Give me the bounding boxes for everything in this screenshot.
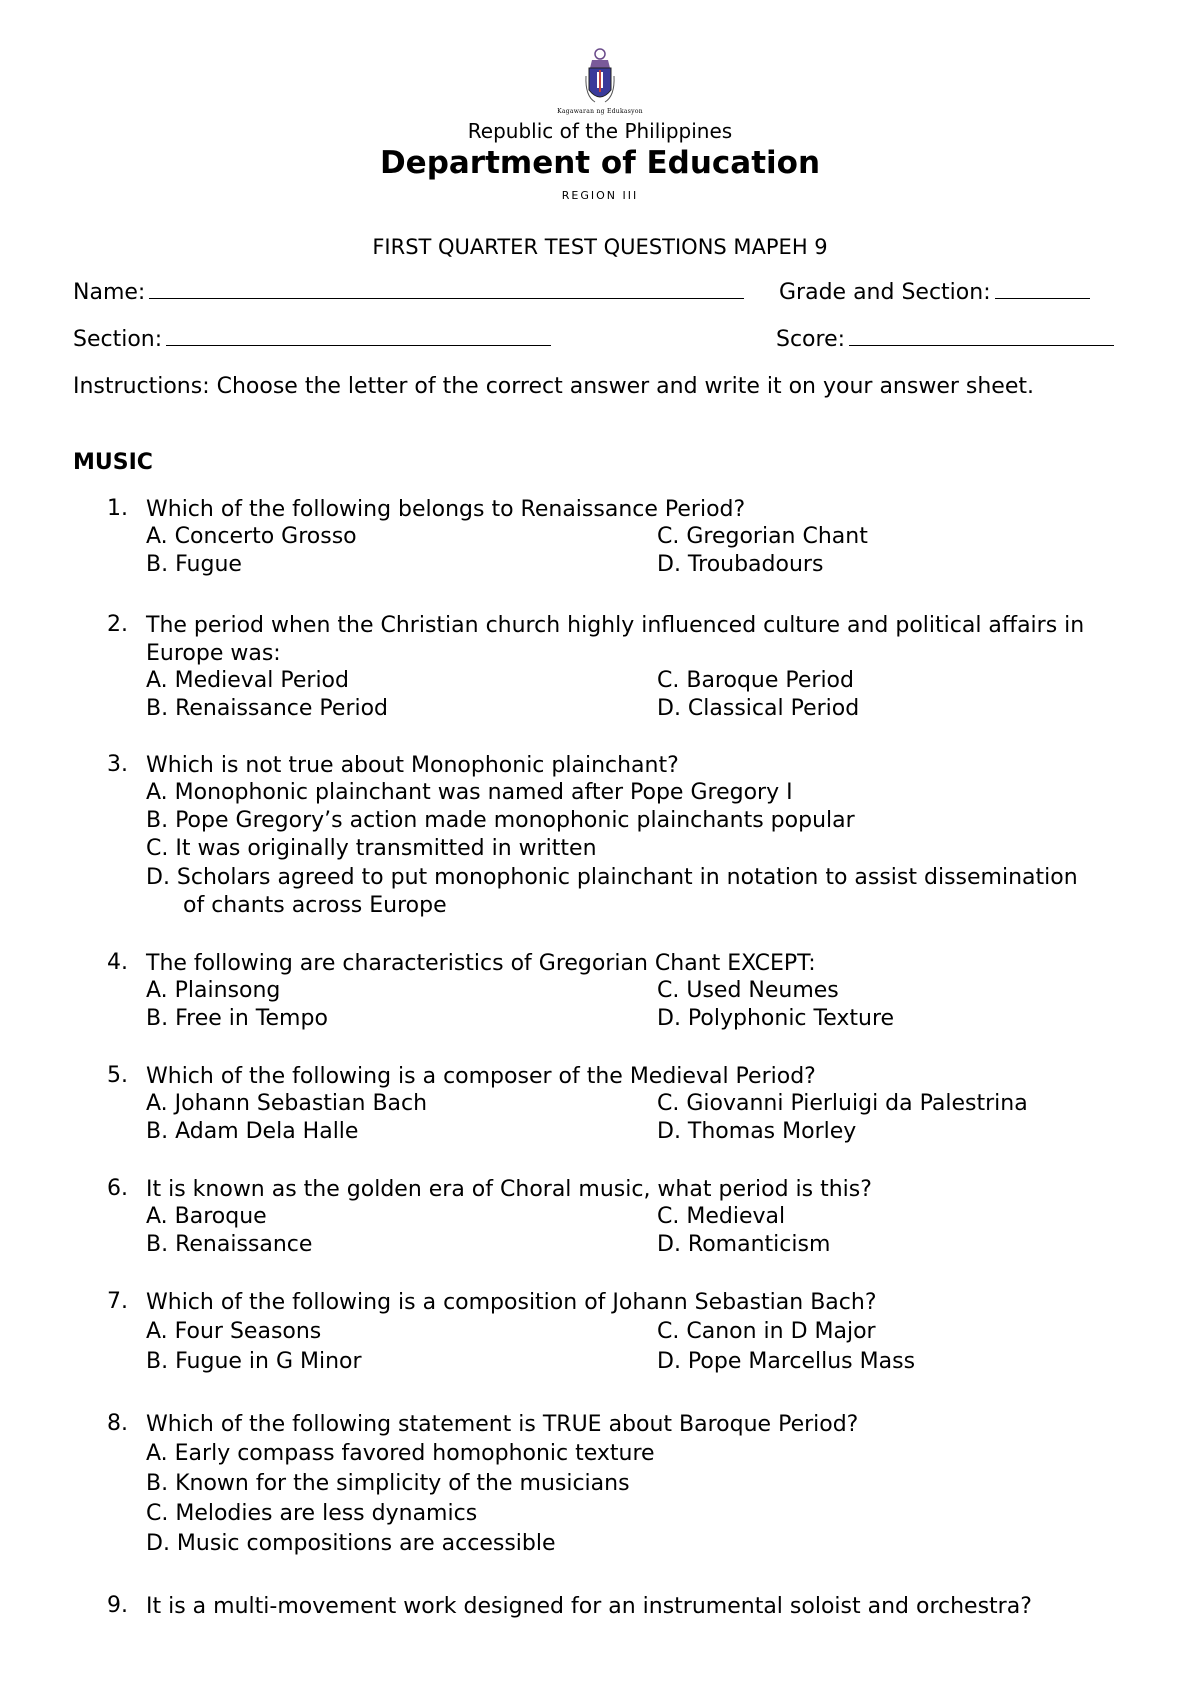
option-a[interactable]: A. Medieval Period [146,668,349,693]
section-field[interactable] [73,325,551,352]
option-d[interactable]: D. Troubadours [657,552,824,577]
option-a[interactable]: A. Concerto Grosso [146,524,357,549]
option-b[interactable]: B. Free in Tempo [146,1006,328,1031]
question-text: It is a multi-movement work designed for an instrumental soloist and orchestra? [146,1594,1032,1619]
name-label: Name: [73,280,146,305]
question-number: 9. [107,1593,128,1618]
option-b[interactable]: B. Renaissance Period [146,696,389,721]
option-a[interactable]: A. Four Seasons [146,1319,322,1344]
option-c[interactable]: C. Giovanni Pierluigi da Palestrina [657,1091,1028,1116]
score-blank[interactable] [849,325,1114,346]
score-field[interactable] [776,325,1114,352]
option-b[interactable]: B. Pope Gregory’s action made monophonic plainchants popular [146,808,855,833]
question-number: 4. [107,950,128,975]
option-d[interactable]: D. Music compositions are accessible [146,1531,556,1556]
grade-section-blank[interactable] [995,278,1090,299]
option-c[interactable]: C. Canon in D Major [657,1319,876,1344]
question-number: 6. [107,1176,128,1201]
seal-caption: Kagawaran ng Edukasyon [557,108,643,115]
department-heading: Department of Education [379,145,821,181]
instructions: Instructions: Choose the letter of the correct answer and write it on your answer sheet. [73,374,1034,399]
option-b[interactable]: B. Fugue [146,552,242,577]
option-d[interactable]: D. Scholars agreed to put monophonic plainchant in notation to assist dissemination of chants across Europe [146,865,1078,918]
question-text: It is known as the golden era of Choral music, what period is this? [146,1177,872,1202]
question-text: Which is not true about Monophonic plainchant? [146,753,679,778]
test-title: FIRST QUARTER TEST QUESTIONS MAPEH 9 [372,235,828,259]
question-text: Which of the following statement is TRUE about Baroque Period? [146,1412,859,1437]
option-c[interactable]: C. Medieval [657,1204,786,1229]
section-label: Section: [73,327,163,352]
option-c[interactable]: C. Gregorian Chant [657,524,868,549]
option-c[interactable]: C. Used Neumes [657,978,839,1003]
question-text: Which of the following is a composer of the Medieval Period? [146,1064,816,1089]
question-number: 8. [107,1411,128,1436]
option-a[interactable]: A. Monophonic plainchant was named after Pope Gregory I [146,780,793,805]
option-b[interactable]: B. Fugue in G Minor [146,1349,362,1374]
question-text: The following are characteristics of Gregorian Chant EXCEPT: [146,951,816,976]
name-blank[interactable] [149,278,744,299]
question-number: 7. [107,1289,128,1314]
name-field[interactable] [73,278,744,305]
option-a[interactable]: A. Baroque [146,1204,267,1229]
question-number: 5. [107,1063,128,1088]
option-a[interactable]: A. Early compass favored homophonic texture [146,1441,655,1466]
option-b[interactable]: B. Adam Dela Halle [146,1119,359,1144]
option-a[interactable]: A. Johann Sebastian Bach [146,1091,428,1116]
question-number: 1. [107,496,128,521]
republic-heading: Republic of the Philippines [467,119,733,143]
option-d[interactable]: D. Thomas Morley [657,1119,857,1144]
score-label: Score: [776,327,846,352]
option-d[interactable]: D. Romanticism [657,1232,831,1257]
option-d[interactable]: D. Classical Period [657,696,860,721]
option-b[interactable]: B. Known for the simplicity of the musicians [146,1471,630,1496]
question-text: Which of the following belongs to Renaissance Period? [146,497,746,522]
option-a[interactable]: A. Plainsong [146,978,281,1003]
option-d[interactable]: D. Polyphonic Texture [657,1006,895,1031]
question-number: 2. [107,612,128,637]
section-title-music: MUSIC [73,450,153,475]
section-blank[interactable] [166,325,551,346]
question-number: 3. [107,752,128,777]
grade-section-field[interactable] [779,278,1090,305]
option-c[interactable]: C. Melodies are less dynamics [146,1501,478,1526]
option-c[interactable]: C. It was originally transmitted in written [146,836,597,861]
option-c[interactable]: C. Baroque Period [657,668,854,693]
grade-section-label: Grade and Section: [779,280,991,305]
option-b[interactable]: B. Renaissance [146,1232,313,1257]
option-d[interactable]: D. Pope Marcellus Mass [657,1349,916,1374]
region-heading: REGION III [561,189,639,202]
question-text: The period when the Christian church highly influenced culture and political affairs in Europe was: [146,613,1085,666]
question-text: Which of the following is a composition of Johann Sebastian Bach? [146,1290,877,1315]
